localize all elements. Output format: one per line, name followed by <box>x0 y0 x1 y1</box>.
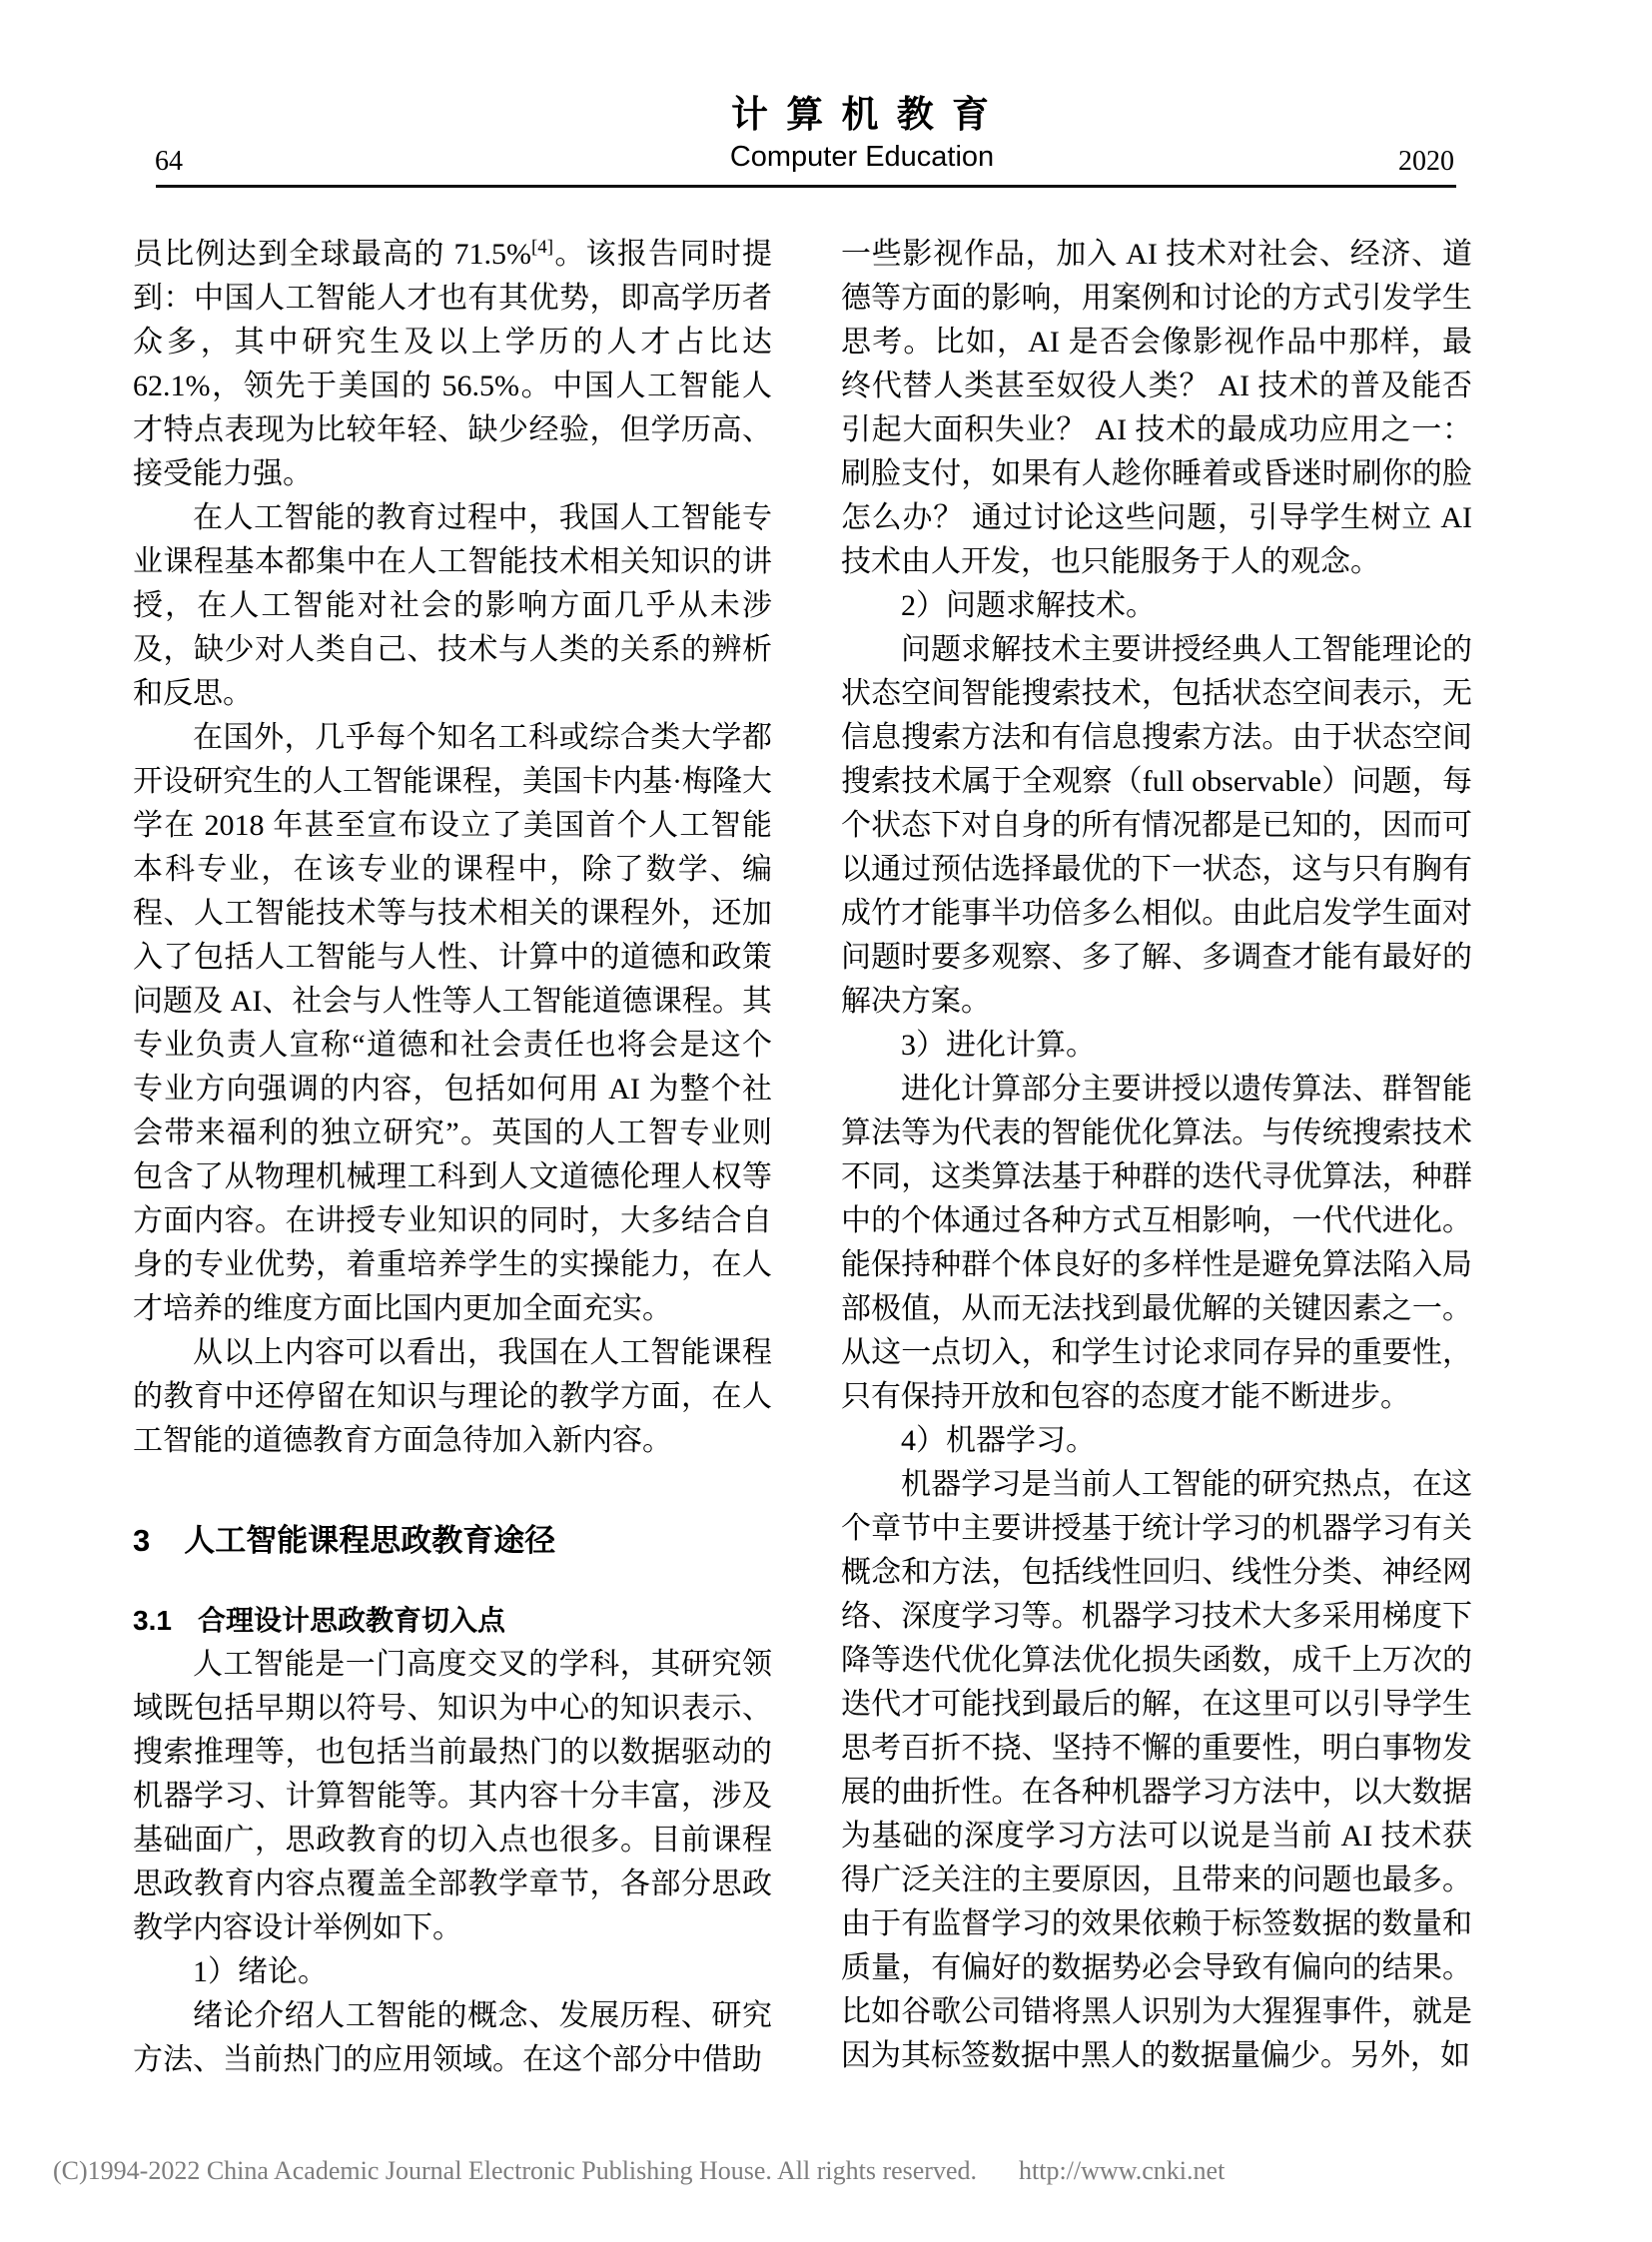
footer-copyright: (C)1994-2022 China Academic Journal Electronic Publishing House. All rights reserved. <box>53 2156 977 2185</box>
subsection-heading <box>133 1599 772 1643</box>
subsection-title: 合理设计思政教育切入点 <box>197 1605 505 1636</box>
footer-url: http://www.cnki.net <box>1019 2156 1226 2185</box>
paragraph-text: 员比例达到全球最高的 71.5% <box>133 238 531 271</box>
paragraph: 绪论介绍人工智能的概念、发展历程、研究方法、当前热门的应用领域。在这个部分中借助 <box>133 1999 772 2076</box>
reference-superscript: [4] <box>530 237 554 258</box>
journal-header <box>562 94 1162 172</box>
subsection-number: 3.1 <box>133 1605 172 1636</box>
paragraph: 人工智能是一门高度交叉的学科，其研究领域既包括早期以符号、知识为中心的知识表示、搜索推理等，也包括当前最热门的以数据驱动的机器学习、计算智能等。其内容十分丰富，涉及基础面广，思政教育的切入点也很多。目前课程思政教育内容点覆盖全部教学章节，各部分思政教学内容设计举例如下。 <box>133 1648 772 1944</box>
right-column <box>841 233 1472 2078</box>
paragraph: 在人工智能的教育过程中，我国人工智能专业课程基本都集中在人工智能技术相关知识的讲授，在人工智能对社会的影响方面几乎从未涉及，缺少对人类自己、技术与人类的关系的辨析和反思。 <box>133 501 772 710</box>
paragraph: 机器学习是当前人工智能的研究热点，在这个章节中主要讲授基于统计学习的机器学习有关概念和方法，包括线性回归、线性分类、神经网络、深度学习等。机器学习技术大多采用梯度下降等迭代优化算法优化损失函数，成千上万次的迭代才可能找到最后的解，在这里可以引导学生思考百折不挠、坚持不懈的重要性，明白事物发展的曲折性。在各种机器学习方法中，以大数据为基础的深度学习方法可以说是当前 AI 技术获得广泛关注的主要原因，且带来的问题也最多。由于有监督学习的效果依赖于标签数据的数量和质量，有偏好的数据势必会导致有偏向的结果。比如谷歌公司错将黑人识别为大猩猩事件，就是因为其标签数据中黑人的数据量偏少。另外，如 <box>841 1468 1472 2072</box>
header-rule <box>156 185 1456 188</box>
footer <box>53 2155 1611 2187</box>
journal-title-cn: 计 算 机 教 育 <box>730 94 994 135</box>
page-number: 64 <box>155 146 183 177</box>
paragraph: 从以上内容可以看出，我国在人工智能课程的教育中还停留在知识与理论的教学方面，在人工智能的道德教育方面急待加入新内容。 <box>133 1336 772 1457</box>
left-column <box>133 233 772 2082</box>
section-heading <box>133 1519 772 1563</box>
list-item-heading: 3）进化计算。 <box>901 1029 1096 1062</box>
paragraph: 问题求解技术主要讲授经典人工智能理论的状态空间智能搜索技术，包括状态空间表示，无信息搜索方法和有信息搜索方法。由于状态空间搜索技术属于全观察（full observable）问题，每个状态下对自身的所有情况都是已知的，因而可以通过预估选择最优的下一状态，这与只有胸有成竹才能事半功倍多么相似。由此启发学生面对问题时要多观察、多了解、多调查才能有最好的解决方案。 <box>841 633 1472 1018</box>
paragraph <box>133 233 772 496</box>
journal-title-en: Computer Education <box>729 141 995 173</box>
paragraph: 一些影视作品，加入 AI 技术对社会、经济、道德等方面的影响，用案例和讨论的方式引发学生思考。比如，AI 是否会像影视作品中那样，最终代替人类甚至奴役人类？ AI 技术的普及能否引起大面积失业？ AI 技术的最成功应用之一：刷脸支付，如果有人趁你睡着或昏迷时刷你的脸怎么办？ 通过讨论这些问题，引导学生树立 AI 技术由人开发，也只能服务于人的观念。 <box>841 238 1472 578</box>
paragraph: 在国外，几乎每个知名工科或综合类大学都开设研究生的人工智能课程，美国卡内基·梅隆大学在 2018 年甚至宣布设立了美国首个人工智能本科专业，在该专业的课程中，除了数学、编程、人工智能技术等与技术相关的课程外，还加入了包括人工智能与人性、计算中的道德和政策问题及 AI、社会与人性等人工智能道德课程。其专业负责人宣称“道德和社会责任也将会是这个专业方向强调的内容，包括如何用 AI 为整个社会带来福利的独立研究”。英国的人工智专业则包含了从物理机械理工科到人文道德伦理人权等方面内容。在讲授专业知识的同时，大多结合自身的专业优势，着重培养学生的实操能力，在人才培养的维度方面比国内更加全面充实。 <box>133 721 772 1325</box>
list-item-heading: 2）问题求解技术。 <box>901 589 1156 622</box>
section-title: 人工智能课程思政教育途径 <box>184 1523 556 1558</box>
list-item-heading: 1）绪论。 <box>193 1955 328 1988</box>
year-label: 2020 <box>1398 146 1454 177</box>
list-item-heading: 4）机器学习。 <box>901 1424 1096 1457</box>
paragraph-text: 。该报告同时提到：中国人工智能人才也有其优势，即高学历者众多，其中研究生及以上学历的人才占比达 62.1%，领先于美国的 56.5%。中国人工智能人才特点表现为比较年轻、缺少经验，但学历高、接受能力强。 <box>133 238 772 490</box>
section-number: 3 <box>133 1523 151 1558</box>
paragraph: 进化计算部分主要讲授以遗传算法、群智能算法等为代表的智能优化算法。与传统搜索技术不同，这类算法基于种群的迭代寻优算法，种群中的个体通过各种方式互相影响，一代代进化。能保持种群个体良好的多样性是避免算法陷入局部极值，从而无法找到最优解的关键因素之一。从这一点切入，和学生讨论求同存异的重要性，只有保持开放和包容的态度才能不断进步。 <box>841 1073 1472 1413</box>
